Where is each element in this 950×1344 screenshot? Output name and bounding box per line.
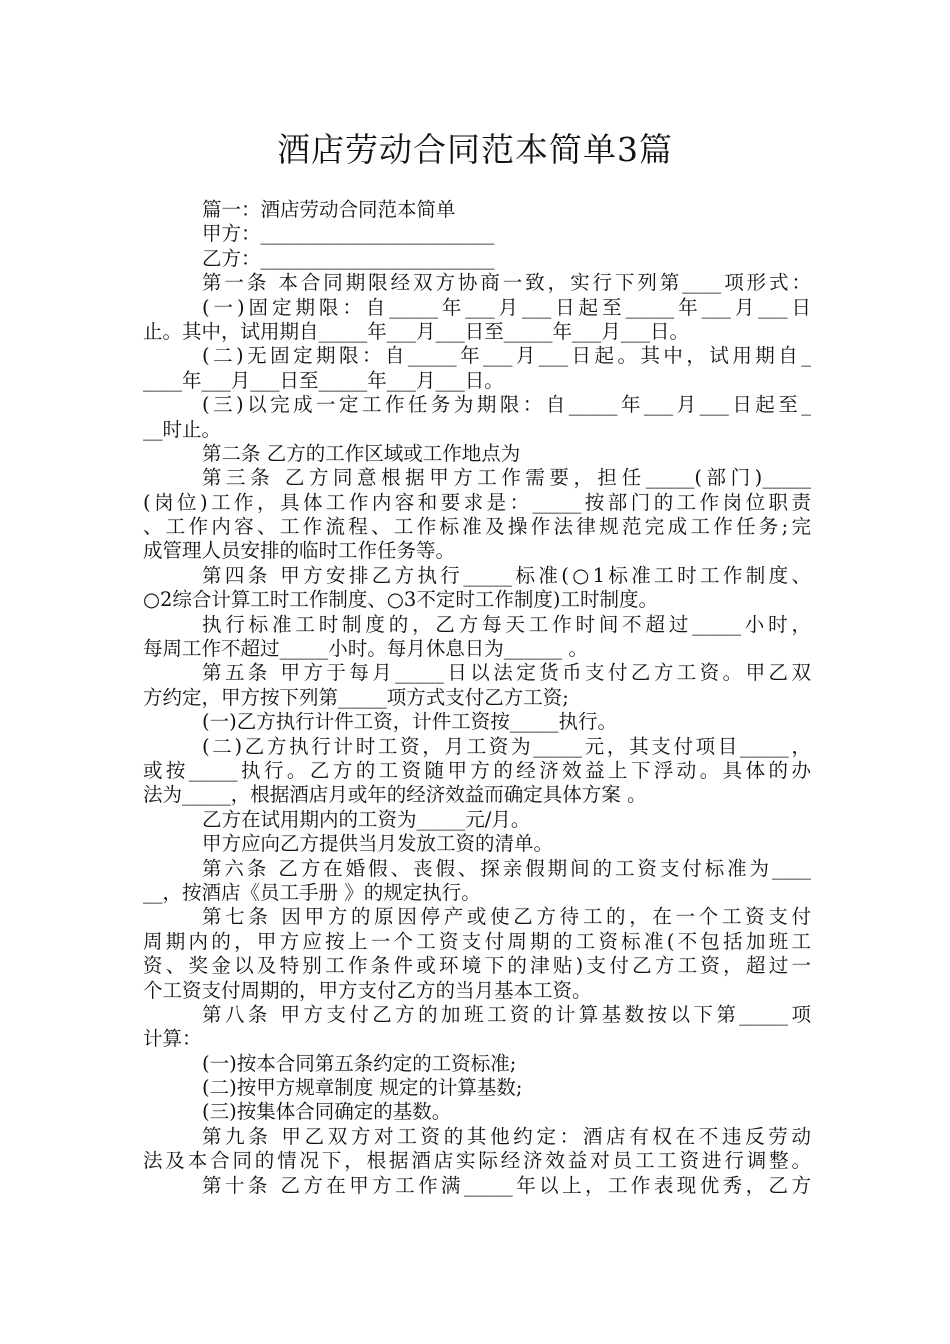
text-line: (三)以完成一定工作任务为期限：自_____年___月___日起至_ bbox=[202, 393, 811, 417]
document-title: 酒店劳动合同范本简单3篇 bbox=[277, 130, 673, 169]
text-line: 止。其中，试用期自_____年___月___日至_____年___月___日。 bbox=[143, 319, 690, 343]
text-line: 法及本合同的情况下，根据酒店实际经济效益对员工工资进行调整。 bbox=[143, 1149, 811, 1173]
text-line: (一)按本合同第五条约定的工资标准; bbox=[202, 1051, 517, 1075]
text-line: 第四条 甲方安排乙方执行_____标准(○1标准工时工作制度、 bbox=[202, 563, 811, 587]
text-line: 计算： bbox=[143, 1027, 202, 1051]
text-line: 执行标准工时制度的，乙方每天工作时间不超过_____小时， bbox=[202, 612, 811, 636]
text-line: 法为_____，根据酒店月或年的经济效益而确定具体方案 。 bbox=[143, 783, 647, 807]
text-line: 第二条 乙方的工作区域或工作地点为 bbox=[202, 441, 521, 465]
text-line: 篇一：酒店劳动合同范本简单 bbox=[202, 198, 456, 221]
text-line: 、工作内容、工作流程、工作标准及操作法律规范完成工作任务;完 bbox=[143, 515, 811, 539]
text-line: 周期内的，甲方应按上一个工资支付周期的工资标准(不包括加班工 bbox=[143, 929, 811, 953]
text-line: (二)无固定期限：自_____年___月___日起。其中，试用期自_ bbox=[202, 344, 811, 368]
text-line: 个工资支付周期的，甲方支付乙方的当月基本工资。 bbox=[143, 978, 592, 1002]
text-line: 方约定，甲方按下列第_____项方式支付乙方工资; bbox=[143, 685, 569, 709]
text-line: ○2综合计算工时工作制度、○3不定时工作制度)工时制度。 bbox=[143, 588, 658, 612]
text-line: 第十条 乙方在甲方工作满_____年以上，工作表现优秀，乙方 bbox=[202, 1173, 811, 1197]
text-line: 第五条 甲方于每月_____日以法定货币支付乙方工资。甲乙双 bbox=[202, 661, 811, 685]
text-line: 每周工作不超过_____小时。每月休息日为______ 。 bbox=[143, 637, 588, 661]
text-line: 第七条 因甲方的原因停产或使乙方待工的，在一个工资支付 bbox=[202, 905, 811, 929]
text-line: ____年___月___日至_____年___月___日。 bbox=[143, 368, 504, 392]
text-line: 第三条 乙方同意根据甲方工作需要，担任_____(部门)_____ bbox=[202, 466, 811, 490]
text-line: 乙方在试用期内的工资为_____元/月。 bbox=[202, 807, 531, 831]
text-line: 第九条 甲乙双方对工资的其他约定：酒店有权在不违反劳动 bbox=[202, 1124, 811, 1148]
text-line: 第一条 本合同期限经双方协商一致，实行下列第____项形式： bbox=[202, 271, 811, 295]
text-line: (岗位)工作，具体工作内容和要求是：_____按部门的工作岗位职责 bbox=[143, 490, 811, 514]
text-line: (二)按甲方规章制度 规定的计算基数; bbox=[202, 1076, 523, 1100]
text-line: 乙方：________________________ bbox=[202, 246, 495, 270]
text-line: 甲方应向乙方提供当月发放工资的清单。 bbox=[202, 832, 554, 856]
text-line: 甲方：________________________ bbox=[202, 222, 495, 246]
text-line: (二)乙方执行计时工资，月工资为_____元，其支付项目_____， bbox=[202, 734, 811, 758]
text-line: __时止。 bbox=[143, 417, 222, 441]
text-line: __，按酒店《员工手册 》的规定执行。 bbox=[143, 880, 481, 904]
text-line: 第八条 甲方支付乙方的加班工资的计算基数按以下第_____项 bbox=[202, 1002, 811, 1026]
text-line: (一)固定期限：自_____年___月___日起至_____年___月___日 bbox=[202, 295, 811, 319]
text-line: (一)乙方执行计件工资，计件工资按_____执行。 bbox=[202, 710, 617, 734]
text-line: 资、奖金以及特别工作条件或环境下的津贴)支付乙方工资，超过一 bbox=[143, 954, 811, 978]
text-line: (三)按集体合同确定的基数。 bbox=[202, 1100, 452, 1124]
text-line: 或按_____执行。乙方的工资随甲方的经济效益上下浮动。具体的办 bbox=[143, 758, 811, 782]
document-body bbox=[143, 198, 811, 1198]
text-line: 成管理人员安排的临时工作任务等。 bbox=[143, 539, 456, 563]
text-line: 第六条 乙方在婚假、丧假、探亲假期间的工资支付标准为____ bbox=[202, 856, 811, 880]
